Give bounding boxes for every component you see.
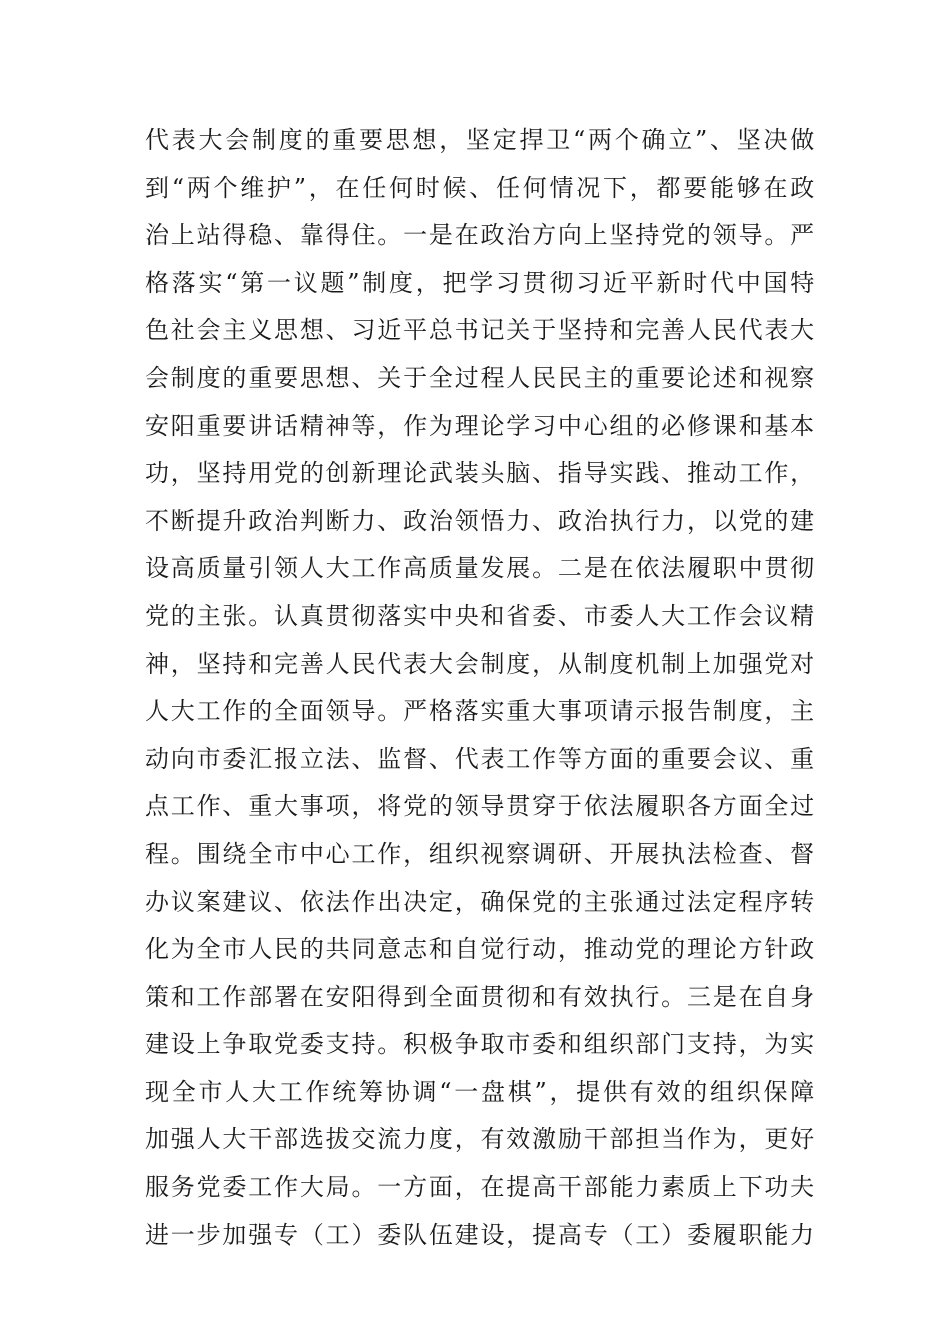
text-line: 现全市人大工作统筹协调“一盘棋”，提供有效的组织保障 bbox=[145, 1077, 815, 1106]
text-line: 党的主张。认真贯彻落实中央和省委、市委人大工作会议精 bbox=[145, 601, 815, 630]
text-line: 安阳重要讲话精神等，作为理论学习中心组的必修课和基本 bbox=[145, 411, 815, 440]
text-line: 动向市委汇报立法、监督、代表工作等方面的重要会议、重 bbox=[145, 744, 815, 773]
text-line: 服务党委工作大局。一方面，在提高干部能力素质上下功夫 bbox=[145, 1173, 815, 1202]
text-line: 代表大会制度的重要思想，坚定捍卫“两个确立”、坚决做 bbox=[145, 126, 815, 154]
text-line: 加强人大干部选拔交流力度，有效激励干部担当作为，更好 bbox=[145, 1125, 815, 1154]
text-line: 会制度的重要思想、关于全过程人民民主的重要论述和视察 bbox=[145, 363, 815, 392]
text-line: 化为全市人民的共同意志和自觉行动，推动党的理论方针政 bbox=[145, 935, 815, 964]
text-line: 程。围绕全市中心工作，组织视察调研、开展执法检查、督 bbox=[145, 839, 815, 868]
text-line: 点工作、重大事项，将党的领导贯穿于依法履职各方面全过 bbox=[145, 792, 815, 821]
text-line: 设高质量引领人大工作高质量发展。二是在依法履职中贯彻 bbox=[145, 554, 815, 583]
text-line: 建设上争取党委支持。积极争取市委和组织部门支持，为实 bbox=[145, 1030, 815, 1059]
text-line: 神，坚持和完善人民代表大会制度，从制度机制上加强党对 bbox=[145, 649, 815, 678]
text-line: 进一步加强专（工）委队伍建设，提高专（工）委履职能力 bbox=[145, 1220, 815, 1249]
text-line: 到“两个维护”，在任何时候、任何情况下，都要能够在政 bbox=[145, 173, 815, 202]
text-line: 功，坚持用党的创新理论武装头脑、指导实践、推动工作， bbox=[145, 459, 815, 488]
text-line: 办议案建议、依法作出决定，确保党的主张通过法定程序转 bbox=[145, 887, 815, 916]
text-line: 治上站得稳、靠得住。一是在政治方向上坚持党的领导。严 bbox=[145, 221, 815, 250]
text-line: 色社会主义思想、习近平总书记关于坚持和完善人民代表大 bbox=[145, 316, 815, 345]
text-line: 策和工作部署在安阳得到全面贯彻和有效执行。三是在自身 bbox=[145, 982, 815, 1011]
text-line: 人大工作的全面领导。严格落实重大事项请示报告制度，主 bbox=[145, 697, 815, 726]
text-line: 格落实“第一议题”制度，把学习贯彻习近平新时代中国特 bbox=[145, 268, 815, 297]
text-line: 不断提升政治判断力、政治领悟力、政治执行力，以党的建 bbox=[145, 506, 815, 535]
body-text bbox=[145, 117, 815, 1259]
